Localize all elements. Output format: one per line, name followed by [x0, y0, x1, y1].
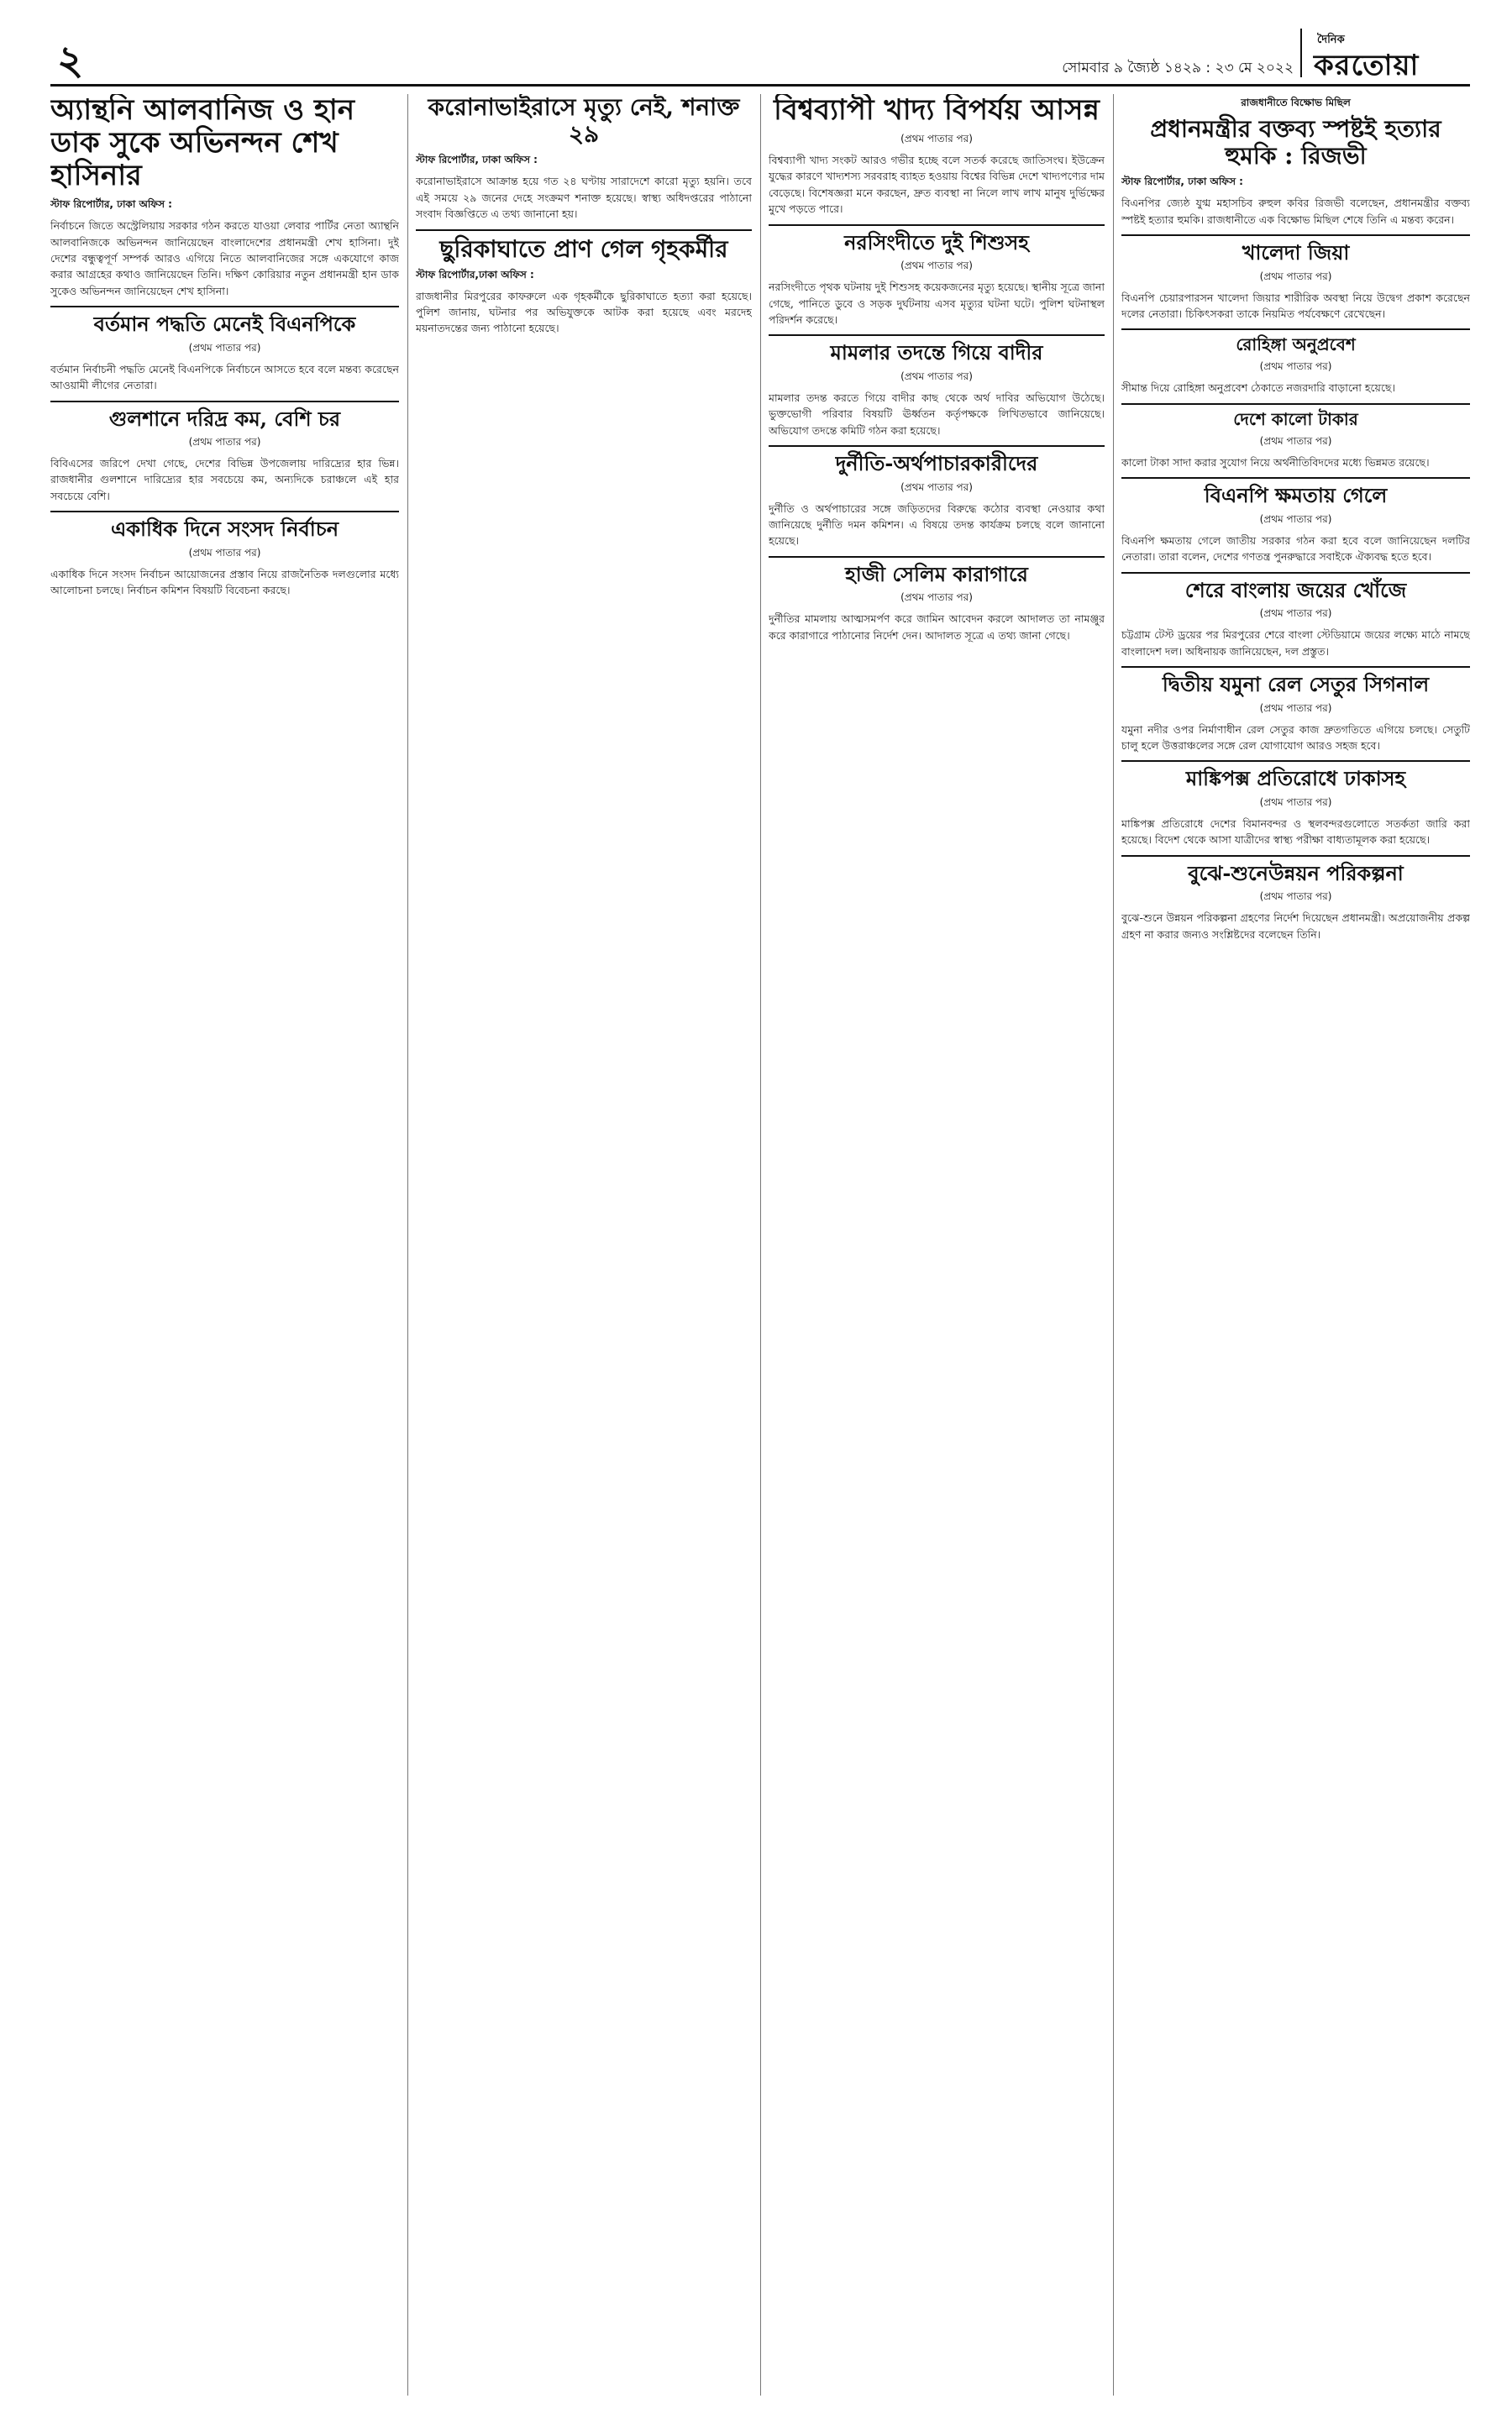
kicker: (প্রথম পাতার পর): [188, 546, 261, 559]
headline: বুঝে-শুনেউন্নয়ন পরিকল্পনা: [1188, 860, 1404, 885]
newspaper-page: [50, 25, 1470, 2402]
story-body: মামলার তদন্ত করতে গিয়ে বাদীর কাছ থেকে অর্থ দাবির অভিযোগ উঠেছে। ভুক্তভোগী পরিবার বিষয়টি ঊর্ধ্বতন কর্তৃপক্ষকে লিখিতভাবে জানিয়েছে। অভিযোগ তদন্তে কমিটি গঠন করা হয়েছে।: [769, 391, 1105, 437]
kicker: (প্রথম পাতার পর): [1259, 360, 1332, 373]
story-black-money: [1121, 403, 1470, 470]
story-jamuna: [1121, 666, 1470, 753]
kicker: (প্রথম পাতার পর): [900, 480, 973, 493]
headline: নরসিংদীতে দুই শিশুসহ: [844, 229, 1029, 255]
kicker: (প্রথম পাতার পর): [900, 370, 973, 382]
story-haji-selim: [769, 556, 1105, 643]
kicker: (প্রথম পাতার পর): [1259, 890, 1332, 903]
logo-small-text: দৈনিক: [1317, 34, 1345, 46]
story-body: মাঙ্কিপক্স প্রতিরোধে দেশের বিমানবন্দর ও স্থলবন্দরগুলোতে সতর্কতা জারি করা হয়েছে। বিদেশ থেকে আসা যাত্রীদের স্বাস্থ্য পরীক্ষা বাধ্যতামূলক করা হয়েছে।: [1121, 816, 1470, 847]
byline: স্টাফ রিপোর্টার, ঢাকা অফিস :: [416, 154, 538, 166]
story-body: রাজধানীর মিরপুরের কাফরুলে এক গৃহকর্মীকে ছুরিকাঘাতে হত্যা করা হয়েছে। পুলিশ জানায়, ঘটনার পর অভিযুক্তকে আটক করা হয়েছে এবং মরদেহ ময়নাতদন্তের জন্য পাঠানো হয়েছে।: [416, 289, 752, 335]
kicker: (প্রথম পাতার পর): [1259, 607, 1332, 620]
story-body: বিএনপির জ্যেষ্ঠ যুগ্ম মহাসচিব রুহুল কবির রিজভী বলেছেন, প্রধানমন্ত্রীর বক্তব্য স্পষ্টই হত্যার হুমকি। রাজধানীতে এক বিক্ষোভ মিছিল শেষে তিনি এ মন্তব্য করেন।: [1121, 197, 1470, 226]
story-bnp-power: [1121, 477, 1470, 564]
story-body: বর্তমান নির্বাচনী পদ্ধতি মেনেই বিএনপিকে নির্বাচনে আসতে হবে বলে মন্তব্য করেছেন আওয়ামী লীগের নেতারা।: [50, 362, 399, 392]
headline: অ্যান্থনি আলবানিজ ও হান ডাক সুকে অভিনন্দন শেখ হাসিনার: [50, 94, 355, 193]
headline: বিশ্বব্যাপী খাদ্য বিপর্যয় আসন্ন: [774, 94, 1100, 127]
story-body: একাধিক দিনে সংসদ নির্বাচন আয়োজনের প্রস্তাব নিয়ে রাজনৈতিক দলগুলোর মধ্যে আলোচনা চলছে। নির্বাচন কমিশন বিষয়টি বিবেচনা করছে।: [50, 567, 399, 597]
story-body: নির্বাচনে জিতে অস্ট্রেলিয়ায় সরকার গঠন করতে যাওয়া লেবার পার্টির নেতা অ্যান্থনি আলবানিজকে অভিনন্দন জানিয়েছেন বাংলাদেশের প্রধানমন্ত্রী শেখ হাসিনা। দুই দেশের বন্ধুত্বপূর্ণ সম্পর্ক আরও এগিয়ে নিতে আলবানিজের সঙ্গে একযোগে কাজ করার আগ্রহের কথাও জানিয়েছেন তিনি। দক্ষিণ কোরিয়ার নতুন প্রধানমন্ত্রী হান ডাক সুকেও অভিনন্দন জানিয়েছেন শেখ হাসিনা।: [50, 219, 399, 297]
kicker: (প্রথম পাতার পর): [1259, 512, 1332, 525]
story-body: দুর্নীতি ও অর্থপাচারের সঙ্গে জড়িতদের বিরুদ্ধে কঠোর ব্যবস্থা নেওয়ার কথা জানিয়েছে দুর্নীতি দমন কমিশন। এ বিষয়ে তদন্ত কার্যক্রম চলছে বলে জানানো হয়েছে।: [769, 501, 1105, 548]
story-body: বিশ্বব্যাপী খাদ্য সংকট আরও গভীর হচ্ছে বলে সতর্ক করেছে জাতিসংঘ। ইউক্রেন যুদ্ধের কারণে খাদ্যশস্য সরবরাহ ব্যাহত হওয়ায় বিশ্বের বিভিন্ন দেশে খাদ্যপণ্যের দাম বেড়েছে। বিশেষজ্ঞরা মনে করছেন, দ্রুত ব্যবস্থা না নিলে লাখ লাখ মানুষ দুর্ভিক্ষের মুখে পড়তে পারে।: [769, 154, 1105, 216]
kicker: (প্রথম পাতার পর): [900, 591, 973, 604]
headline: গুলশানে দরিদ্র কম, বেশি চর: [108, 406, 341, 431]
logo-main-text: করতোয়া: [1314, 49, 1420, 82]
story-body: বিএনপি ক্ষমতায় গেলে জাতীয় সরকার গঠন করা হবে বলে জানিয়েছেন দলটির নেতারা। তারা বলেন, দেশের গণতন্ত্র পুনরুদ্ধারে সবাইকে ঐক্যবদ্ধ হতে হবে।: [1121, 533, 1470, 564]
column-divider: [407, 94, 408, 2396]
story-corona: [416, 94, 752, 223]
story-body: যমুনা নদীর ওপর নির্মাণাধীন রেল সেতুর কাজ দ্রুতগতিতে এগিয়ে চলছে। সেতুটি চালু হলে উত্তরাঞ্চলের সঙ্গে রেল যোগাযোগ আরও সহজ হবে।: [1121, 722, 1470, 752]
kicker: (প্রথম পাতার পর): [1259, 795, 1332, 808]
column-divider: [760, 94, 761, 2396]
story-khaleda: [1121, 234, 1470, 322]
byline: স্টাফ রিপোর্টার, ঢাকা অফিস :: [50, 198, 172, 211]
headline: দেশে কালো টাকার: [1233, 408, 1358, 429]
story-body: বুঝে-শুনে উন্নয়ন পরিকল্পনা গ্রহণের নির্দেশ দিয়েছেন প্রধানমন্ত্রী। অপ্রয়োজনীয় প্রকল্প গ্রহণ না করার জন্যও সংশ্লিষ্টদের বলেছেন তিনি।: [1121, 911, 1470, 941]
story-case: [769, 334, 1105, 438]
story-body: দুর্নীতির মামলায় আত্মসমর্পণ করে জামিন আবেদন করলে আদালত তা নামঞ্জুর করে কারাগারে পাঠানোর নির্দেশ দেন। আদালত সূত্রে এ তথ্য জানা গেছে।: [769, 612, 1105, 642]
issue-date: সোমবার ৯ জ্যৈষ্ঠ ১৪২৯ : ২৩ মে ২০২২: [1062, 60, 1294, 76]
story-pm-statement: [1121, 96, 1470, 228]
column-1: [50, 94, 399, 604]
kicker: (প্রথম পাতার পর): [1259, 434, 1332, 447]
headline-top: রাজধানীতে বিক্ষোভ মিছিল: [1241, 97, 1351, 108]
headline: মাঙ্কিপক্স প্রতিরোধে ঢাকাসহ: [1185, 766, 1406, 791]
headline: করোনাভাইরাসে মৃত্যু নেই, শনাক্ত ২৯: [428, 94, 740, 149]
story-body: কালো টাকা সাদা করার সুযোগ নিয়ে অর্থনীতিবিদদের মধ্যে ভিন্নমত রয়েছে।: [1121, 455, 1430, 469]
story-hasina: [50, 94, 399, 299]
column-divider: [1113, 94, 1114, 2396]
story-food-crisis: [769, 94, 1105, 218]
column-4: [1121, 94, 1470, 947]
masthead: [50, 25, 1470, 87]
story-monkeypox: [1121, 760, 1470, 848]
column-3: [769, 94, 1105, 648]
headline: মামলার তদন্তে গিয়ে বাদীর: [830, 340, 1043, 365]
story-body: বিবিএসের জরিপে দেখা গেছে, দেশের বিভিন্ন উপজেলায় দারিদ্র্যের হার ভিন্ন। রাজধানীর গুলশানে দারিদ্র্যের হার সবচেয়ে কম, অন্যদিকে চরাঞ্চলে এই হার সবচেয়ে বেশি।: [50, 457, 399, 502]
kicker: (প্রথম পাতার পর): [188, 341, 261, 354]
headline: একাধিক দিনে সংসদ নির্বাচন: [110, 517, 339, 542]
headline: শেরে বাংলায় জয়ের খোঁজে: [1184, 577, 1407, 602]
story-corruption: [769, 445, 1105, 549]
story-development: [1121, 855, 1470, 942]
byline: স্টাফ রিপোর্টার,ঢাকা অফিস :: [416, 268, 534, 281]
story-body: সীমান্ত দিয়ে রোহিঙ্গা অনুপ্রবেশ ঠেকাতে নজরদারি বাড়ানো হয়েছে।: [1121, 381, 1395, 395]
story-election-days: [50, 511, 399, 598]
byline: স্টাফ রিপোর্টার, ঢাকা অফিস :: [1121, 176, 1243, 188]
headline: হাজী সেলিম কারাগারে: [845, 561, 1028, 586]
headline: ছুরিকাঘাতে প্রাণ গেল গৃহকর্মীর: [439, 234, 728, 263]
headline: রোহিঙ্গা অনুপ্রবেশ: [1236, 334, 1356, 355]
story-gulshan: [50, 401, 399, 505]
story-body: চট্টগ্রাম টেস্ট ড্রয়ের পর মিরপুরের শেরে বাংলা স্টেডিয়ামে জয়ের লক্ষ্যে মাঠে নামছে বাংলাদেশ দল। অধিনায়ক জানিয়েছেন, দল প্রস্তুত।: [1121, 628, 1470, 658]
headline: বর্তমান পদ্ধতি মেনেই বিএনপিকে: [93, 312, 356, 337]
story-bangla-tigers: [1121, 572, 1470, 659]
story-rohingya: [1121, 328, 1470, 396]
headline: দ্বিতীয় যমুনা রেল সেতুর সিগনাল: [1162, 671, 1430, 696]
kicker: (প্রথম পাতার পর): [1259, 270, 1332, 282]
column-2: [416, 94, 752, 342]
story-body: করোনাভাইরাসে আক্রান্ত হয়ে গত ২৪ ঘণ্টায় সারাদেশে কারো মৃত্যু হয়নি। তবে এই সময়ে ২৯ জনের দেহে সংক্রমণ শনাক্ত হয়েছে। স্বাস্থ্য অধিদপ্তরের পাঠানো সংবাদ বিজ্ঞপ্তিতে এ তথ্য জানানো হয়।: [416, 175, 752, 221]
kicker: (প্রথম পাতার পর): [900, 260, 973, 272]
story-body: নরসিংদীতে পৃথক ঘটনায় দুই শিশুসহ কয়েকজনের মৃত্যু হয়েছে। স্থানীয় সূত্রে জানা গেছে, পানিতে ডুবে ও সড়ক দুর্ঘটনায় এসব মৃত্যুর ঘটনা ঘটে। পুলিশ ঘটনাস্থল পরিদর্শন করেছে।: [769, 281, 1105, 326]
headline: দুর্নীতি-অর্থপাচারকারীদের: [835, 451, 1038, 476]
headline: বিএনপি ক্ষমতায় গেলে: [1204, 483, 1388, 508]
story-body: বিএনপি চেয়ারপারসন খালেদা জিয়ার শারীরিক অবস্থা নিয়ে উদ্বেগ প্রকাশ করেছেন দলের নেতারা। চিকিৎসকরা তাকে নিয়মিত পর্যবেক্ষণে রেখেছেন।: [1121, 291, 1470, 321]
page-number: ২: [57, 37, 84, 84]
story-narsingdi: [769, 224, 1105, 328]
kicker: (প্রথম পাতার পর): [1259, 701, 1332, 714]
story-bnp-method: [50, 306, 399, 393]
headline: খালেদা জিয়া: [1242, 240, 1350, 265]
headline: প্রধানমন্ত্রীর বক্তব্য স্পষ্টই হত্যার হুমকি : রিজভী: [1150, 115, 1441, 171]
story-stabbing: [416, 229, 752, 337]
newspaper-logo: [1300, 29, 1470, 82]
kicker: (প্রথম পাতার পর): [188, 436, 261, 449]
kicker: (প্রথম পাতার পর): [900, 133, 973, 145]
